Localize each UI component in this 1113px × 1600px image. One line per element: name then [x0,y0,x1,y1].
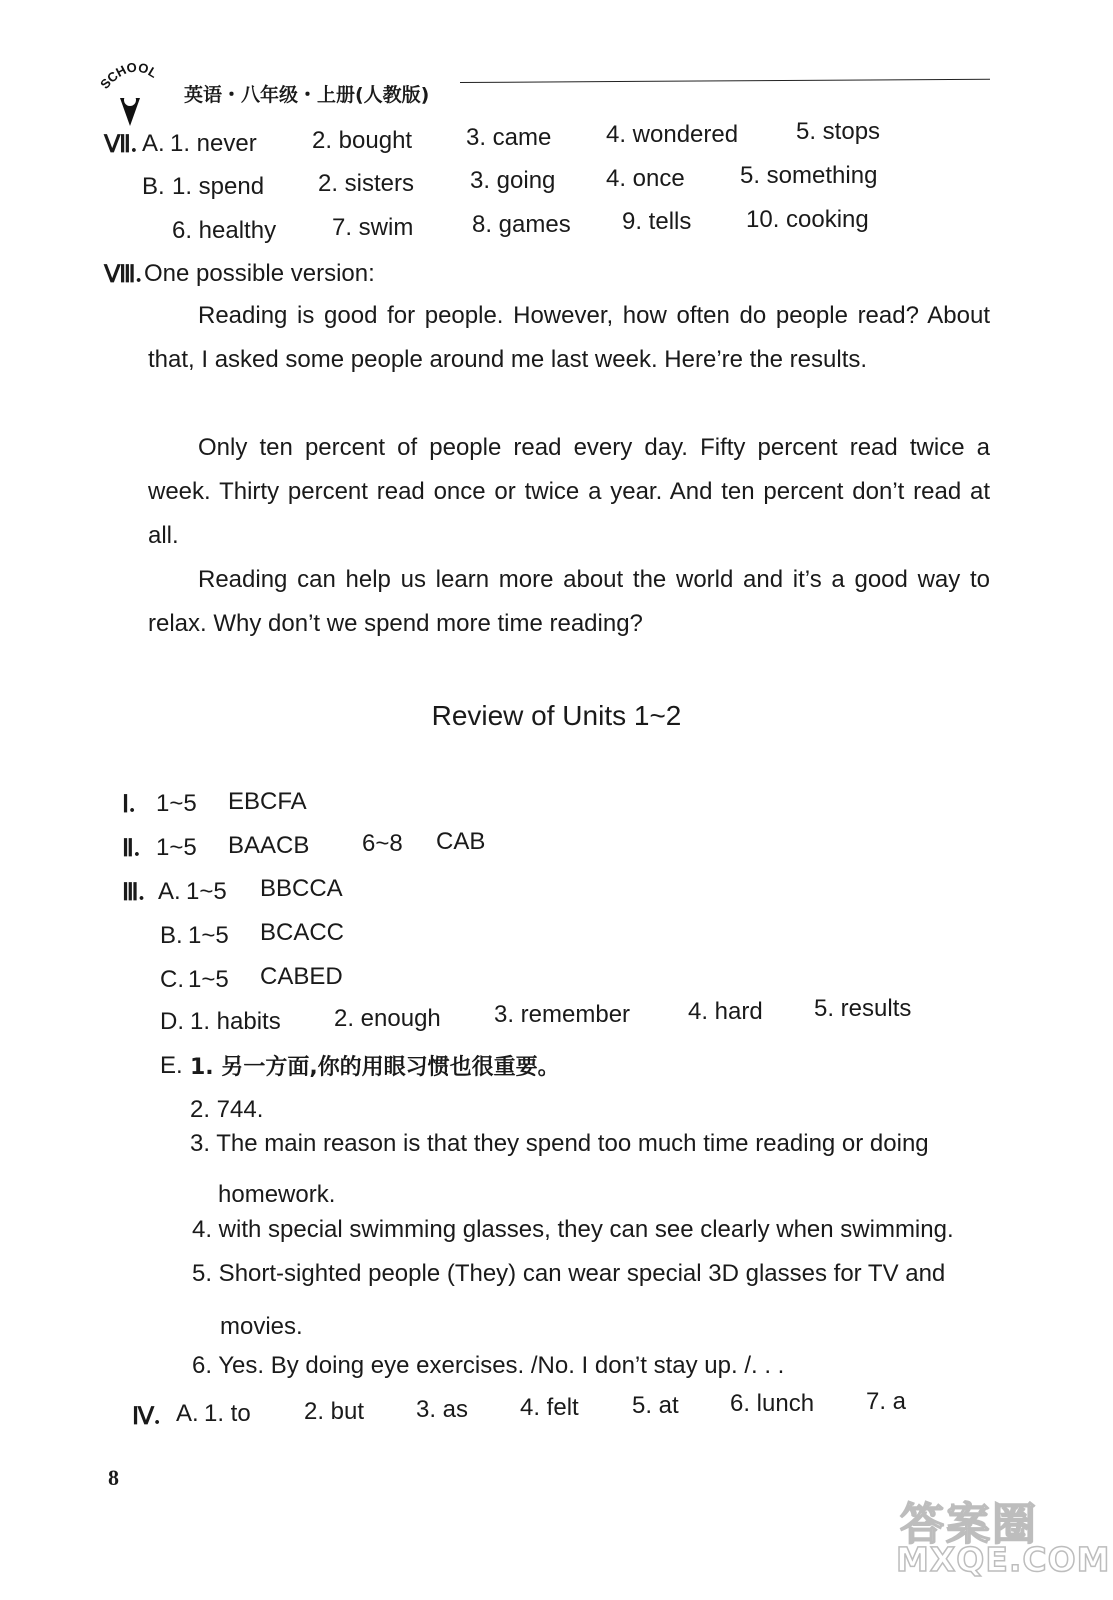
answer-item: 5. at [632,1392,679,1419]
book-title: 英语・八年级・上册(人教版) [184,84,430,106]
answer-item: 1. spend [172,173,265,200]
answer-item: 7. a [866,1388,907,1415]
answer-item: homework. [218,1181,336,1208]
section-label-1: Ⅰ. [122,792,136,818]
logo-text: SCHOOL [97,60,161,92]
answer-key: BAACB [228,832,310,859]
answer-item: 4. with special swimming glasses, they can see clearly when swimming. [192,1216,954,1243]
part-label: A. [158,878,181,905]
answer-item: 3. The main reason is that they spend too much time reading or doing [190,1130,929,1157]
answer-key: BBCCA [260,875,343,902]
answer-item: 8. games [472,211,571,238]
answer-item: 1. never [170,130,257,157]
svg-text:SCHOOL [97,60,160,92]
answer-item: 2. but [304,1398,365,1425]
answer-item: 3. remember [494,1001,631,1028]
essay-paragraph: Only ten percent of people read every day. Fifty percent read twice a week. Thirty percent read once or twice a year. And ten percent don’t read at all. [148,434,990,549]
answer-item: 2. sisters [318,170,415,197]
part-label: A. [176,1400,199,1427]
answer-item: 7. swim [332,214,414,241]
part-label: D. [160,1008,184,1035]
answer-item: 4. felt [520,1394,579,1421]
answer-item: 4. hard [688,998,763,1025]
part-label: E. [160,1052,183,1079]
answer-item: 3. going [470,167,556,194]
answer-range: 1~5 [156,790,197,817]
answer-item: 5. Short-sighted people (They) can wear special 3D glasses for TV and [192,1260,946,1287]
essay-paragraph: Reading is good for people. However, how often do people read? About that, I asked some people around me last week. Here’re the results. [148,302,990,373]
answer-item: 1. 另一方面,你的用眼习惯也很重要。 [190,1055,560,1080]
part-label-7b: B. [142,173,165,200]
answer-item: 2. enough [334,1005,441,1032]
answer-range: 6~8 [362,830,403,857]
answer-item: 6. Yes. By doing eye exercises. /No. I don’t stay up. /. . . [192,1352,785,1379]
answer-item: 6. healthy [172,217,277,244]
essay-intro: One possible version: [144,260,375,287]
answer-item: 1. habits [190,1008,281,1035]
section-label-2: Ⅱ. [122,836,140,862]
answer-item: 2. 744. [190,1096,264,1123]
answer-item: 4. once [606,165,685,192]
answer-item: 5. results [814,995,912,1022]
essay-paragraph: Reading can help us learn more about the world and it’s a good way to relax. Why don’t we spend more time reading? [148,566,990,637]
answer-item: 1. to [204,1400,251,1427]
answer-range: 1~5 [186,878,227,905]
answer-item: 10. cooking [746,206,869,233]
answer-key: CAB [436,828,486,855]
school-logo-icon [96,60,168,130]
watermark-url: MXQE.COM [896,1540,1111,1579]
answer-item: 5. stops [796,118,881,145]
answer-key: BCACC [260,919,345,946]
answer-key: EBCFA [228,788,307,815]
answer-item: movies. [220,1313,303,1340]
answer-item: 2. bought [312,127,413,154]
section-title: Review of Units 1~2 [431,700,682,731]
answer-item: 5. something [740,162,878,189]
part-label-7a: A. [142,130,165,157]
answer-item: 3. came [466,124,552,151]
answer-range: 1~5 [156,834,197,861]
answer-item: 3. as [416,1396,469,1423]
answer-range: 1~5 [188,966,229,993]
section-label-8: Ⅷ. [104,262,142,288]
answer-item: 9. tells [622,208,692,235]
part-label: C. [160,966,184,993]
answer-item: 6. lunch [730,1390,815,1417]
header-divider [460,79,990,83]
answer-range: 1~5 [188,922,229,949]
watermark-text: 答案圈 [900,1499,1038,1550]
page-number: 8 [108,1465,119,1490]
section-label-3: Ⅲ. [122,880,145,906]
answer-item: 4. wondered [606,121,739,148]
part-label: B. [160,922,183,949]
watermark [896,1488,1111,1592]
answer-key: CABED [260,963,343,990]
section-label-4: Ⅳ. [132,1404,161,1430]
section-label-7: Ⅶ. [104,132,137,158]
